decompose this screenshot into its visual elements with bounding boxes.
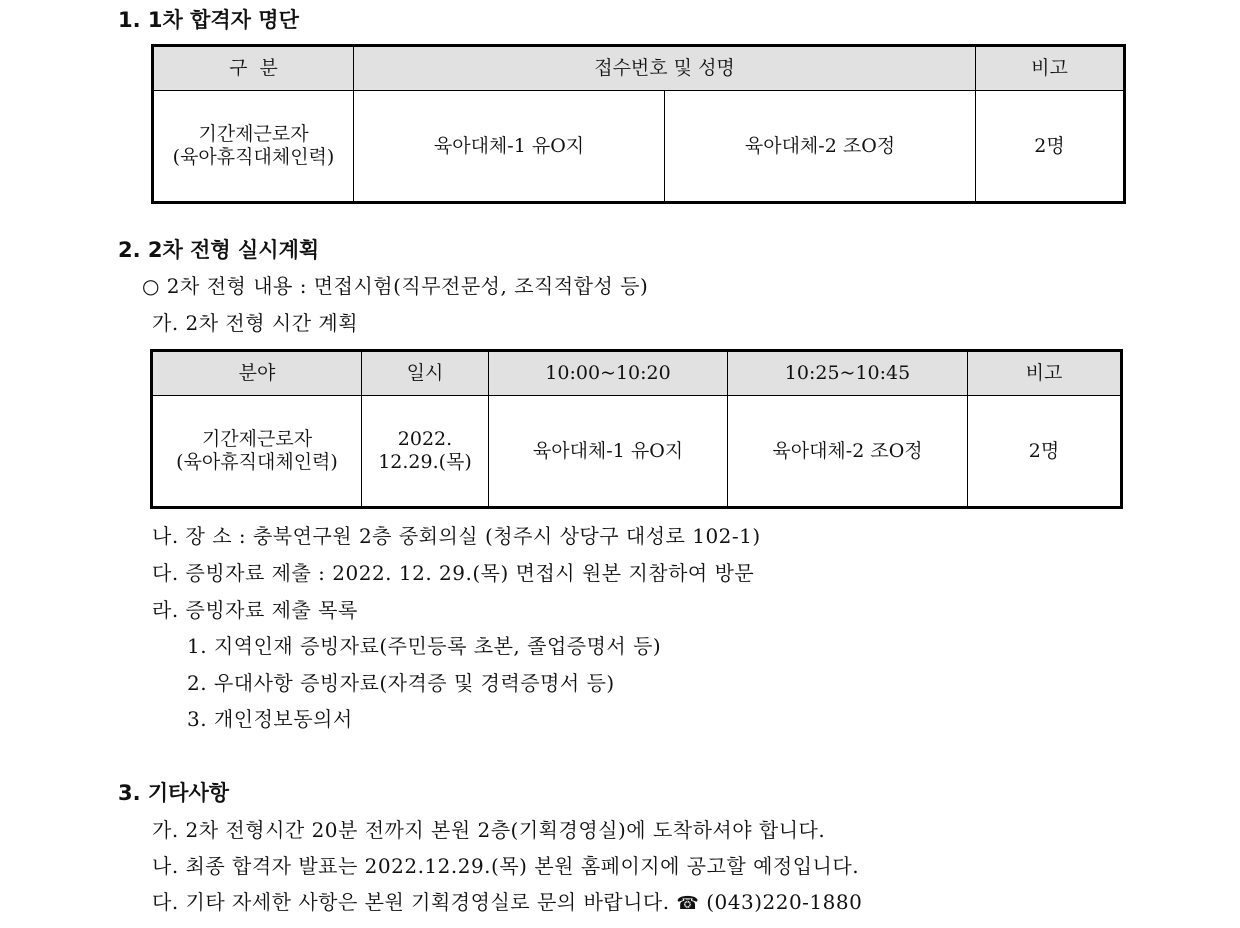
count-cell: 2명 — [976, 91, 1125, 203]
category-line1: 기간제근로자 — [201, 428, 313, 450]
date-line1: 2022. — [397, 428, 453, 450]
candidate-2: 육아대체-2 조O정 — [665, 91, 976, 203]
table-header-row — [153, 46, 1125, 91]
header-remarks: 비고 — [968, 351, 1122, 396]
count-cell: 2명 — [968, 396, 1122, 508]
section1-title: 1. 1차 합격자 명단 — [118, 8, 299, 32]
phone-number: (043)220-1880 — [706, 890, 863, 914]
document-item: 2. 우대사항 증빙자료(자격증 및 경력증명서 등) — [187, 671, 615, 695]
category-line2: (육아휴직대체인력) — [172, 146, 335, 168]
header-category: 구 분 — [153, 46, 354, 91]
category-line2: (육아휴직대체인력) — [176, 451, 338, 473]
section3-title: 3. 기타사항 — [118, 781, 230, 805]
table-header-row — [152, 351, 1122, 396]
submission-line: 다. 증빙자료 제출 : 2022. 12. 29.(목) 면접시 원본 지참하여 방문 — [152, 561, 755, 585]
document-item: 1. 지역인재 증빙자료(주민등록 초본, 졸업증명서 등) — [187, 634, 662, 658]
header-candidates: 접수번호 및 성명 — [354, 46, 976, 91]
location-line: 나. 장 소 : 충북연구원 2층 중회의실 (청주시 상당구 대성로 102-1) — [152, 524, 761, 548]
documents-heading: 라. 증빙자료 제출 목록 — [152, 598, 358, 622]
telephone-icon: ☎ — [676, 893, 700, 914]
header-slot-2: 10:25~10:45 — [728, 351, 968, 396]
date-cell — [362, 396, 489, 508]
category-cell — [153, 91, 354, 203]
candidate-1: 육아대체-1 유O지 — [354, 91, 665, 203]
notice-item: 가. 2차 전형시간 20분 전까지 본원 2층(기획경영실)에 도착하셔야 합니다. — [152, 818, 826, 842]
interview-schedule-table — [150, 349, 1123, 509]
slot-1-candidate: 육아대체-1 유O지 — [489, 396, 728, 508]
contact-text: 다. 기타 자세한 사항은 본원 기획경영실로 문의 바랍니다. — [152, 890, 670, 914]
date-line2: 12.29.(목) — [378, 451, 472, 473]
category-line1: 기간제근로자 — [198, 123, 309, 145]
header-date: 일시 — [362, 351, 489, 396]
header-field: 분야 — [152, 351, 362, 396]
section2-title: 2. 2차 전형 실시계획 — [118, 238, 320, 262]
schedule-heading: 가. 2차 전형 시간 계획 — [152, 311, 359, 335]
category-cell — [152, 396, 362, 508]
table-row — [152, 396, 1122, 508]
table-row — [153, 91, 1125, 203]
slot-2-candidate: 육아대체-2 조O정 — [728, 396, 968, 508]
header-remarks: 비고 — [976, 46, 1125, 91]
interview-content: ○ 2차 전형 내용 : 면접시험(직무전문성, 조직적합성 등) — [142, 274, 649, 298]
contact-line — [152, 889, 862, 917]
passed-candidates-table — [151, 44, 1126, 204]
document-item: 3. 개인정보동의서 — [187, 707, 353, 731]
header-slot-1: 10:00~10:20 — [489, 351, 728, 396]
notice-item: 나. 최종 합격자 발표는 2022.12.29.(목) 본원 홈페이지에 공고할 예정입니다. — [152, 854, 860, 878]
